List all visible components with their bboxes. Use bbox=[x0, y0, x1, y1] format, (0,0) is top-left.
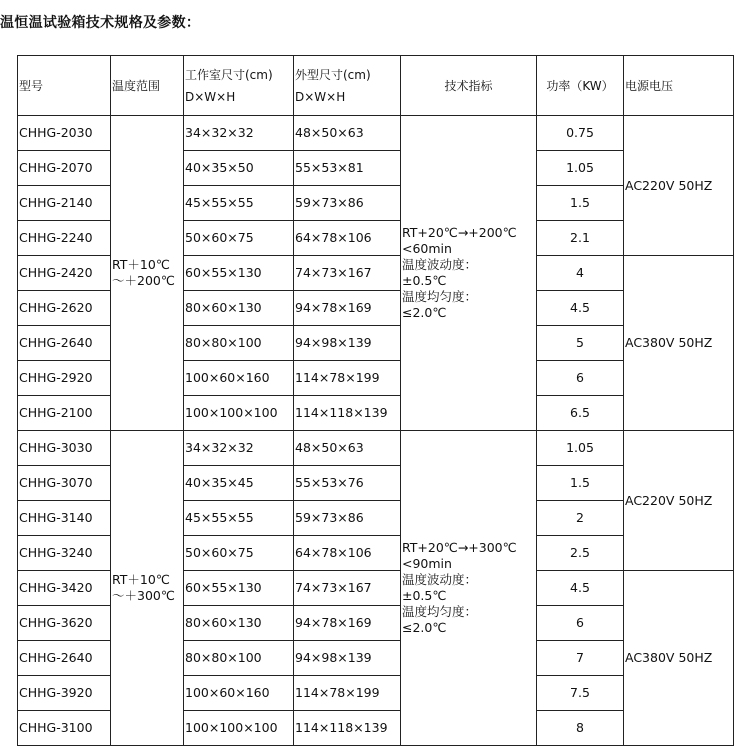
power-cell: 7 bbox=[537, 641, 624, 676]
ext-size-cell: 55×53×81 bbox=[294, 151, 401, 186]
work-size-cell: 45×55×55 bbox=[184, 186, 294, 221]
work-size-cell: 60×55×130 bbox=[184, 571, 294, 606]
ext-size-cell: 114×118×139 bbox=[294, 396, 401, 431]
tech-line: ±0.5℃ bbox=[402, 273, 447, 288]
ext-size-cell: 94×78×169 bbox=[294, 291, 401, 326]
ext-size-cell: 74×73×167 bbox=[294, 571, 401, 606]
table-row bbox=[18, 116, 734, 151]
ext-size-cell: 48×50×63 bbox=[294, 116, 401, 151]
temp-range-line: ～＋300℃ bbox=[112, 588, 175, 603]
tech-line: 温度均匀度： bbox=[402, 604, 478, 619]
table-row bbox=[18, 431, 734, 466]
power-cell: 5 bbox=[537, 326, 624, 361]
work-size-cell: 50×60×75 bbox=[184, 221, 294, 256]
header-tech: 技术指标 bbox=[401, 56, 537, 116]
tech-line: 温度波动度： bbox=[402, 572, 478, 587]
power-cell: 1.05 bbox=[537, 431, 624, 466]
power-cell: 2 bbox=[537, 501, 624, 536]
model-cell: CHHG-2620 bbox=[18, 291, 111, 326]
model-cell: CHHG-3620 bbox=[18, 606, 111, 641]
model-cell: CHHG-3100 bbox=[18, 711, 111, 746]
header-ext-size bbox=[294, 56, 401, 116]
power-cell: 1.5 bbox=[537, 466, 624, 501]
tech-cell bbox=[401, 431, 537, 746]
power-cell: 4.5 bbox=[537, 571, 624, 606]
model-cell: CHHG-3070 bbox=[18, 466, 111, 501]
ext-size-cell: 64×78×106 bbox=[294, 536, 401, 571]
power-cell: 4.5 bbox=[537, 291, 624, 326]
temp-range-cell bbox=[111, 116, 184, 431]
power-cell: 7.5 bbox=[537, 676, 624, 711]
ext-size-cell: 55×53×76 bbox=[294, 466, 401, 501]
work-size-cell: 80×60×130 bbox=[184, 606, 294, 641]
tech-line: RT+20℃→+300℃ bbox=[402, 540, 517, 555]
tech-line: RT+20℃→+200℃ bbox=[402, 225, 517, 240]
ext-size-cell: 59×73×86 bbox=[294, 186, 401, 221]
tech-line: 温度均匀度： bbox=[402, 289, 478, 304]
temp-range-line: ～＋200℃ bbox=[112, 273, 175, 288]
power-cell: 8 bbox=[537, 711, 624, 746]
tech-line: ≤2.0℃ bbox=[402, 305, 447, 320]
header-model: 型号 bbox=[18, 56, 111, 116]
tech-line: ≤2.0℃ bbox=[402, 620, 447, 635]
work-size-cell: 34×32×32 bbox=[184, 116, 294, 151]
power-cell: 1.05 bbox=[537, 151, 624, 186]
work-size-cell: 100×100×100 bbox=[184, 711, 294, 746]
model-cell: CHHG-3240 bbox=[18, 536, 111, 571]
ext-size-cell: 114×118×139 bbox=[294, 711, 401, 746]
voltage-cell: AC220V 50HZ bbox=[624, 431, 734, 571]
power-cell: 4 bbox=[537, 256, 624, 291]
ext-size-cell: 114×78×199 bbox=[294, 676, 401, 711]
work-size-cell: 80×60×130 bbox=[184, 291, 294, 326]
header-row bbox=[18, 56, 734, 116]
tech-line: <90min bbox=[402, 556, 452, 571]
model-cell: CHHG-2070 bbox=[18, 151, 111, 186]
model-cell: CHHG-2240 bbox=[18, 221, 111, 256]
ext-size-cell: 59×73×86 bbox=[294, 501, 401, 536]
page-title: 温恒温试验箱技术规格及参数： bbox=[0, 15, 201, 31]
work-size-cell: 100×60×160 bbox=[184, 676, 294, 711]
work-size-cell: 80×80×100 bbox=[184, 326, 294, 361]
spec-table bbox=[17, 55, 734, 746]
ext-size-cell: 48×50×63 bbox=[294, 431, 401, 466]
header-work-size-label: 工作室尺寸(cm) bbox=[185, 67, 273, 82]
power-cell: 0.75 bbox=[537, 116, 624, 151]
ext-size-cell: 74×73×167 bbox=[294, 256, 401, 291]
model-cell: CHHG-2420 bbox=[18, 256, 111, 291]
temp-range-line: RT＋10℃ bbox=[112, 572, 170, 587]
model-cell: CHHG-2920 bbox=[18, 361, 111, 396]
ext-size-cell: 94×98×139 bbox=[294, 641, 401, 676]
header-power: 功率（KW） bbox=[537, 56, 624, 116]
power-cell: 6 bbox=[537, 361, 624, 396]
model-cell: CHHG-3420 bbox=[18, 571, 111, 606]
header-voltage: 电源电压 bbox=[624, 56, 734, 116]
work-size-cell: 60×55×130 bbox=[184, 256, 294, 291]
tech-line: ±0.5℃ bbox=[402, 588, 447, 603]
ext-size-cell: 114×78×199 bbox=[294, 361, 401, 396]
header-temp-range: 温度范围 bbox=[111, 56, 184, 116]
model-cell: CHHG-2640 bbox=[18, 326, 111, 361]
work-size-cell: 40×35×50 bbox=[184, 151, 294, 186]
power-cell: 1.5 bbox=[537, 186, 624, 221]
model-cell: CHHG-3920 bbox=[18, 676, 111, 711]
tech-cell bbox=[401, 116, 537, 431]
model-cell: CHHG-2140 bbox=[18, 186, 111, 221]
work-size-cell: 40×35×45 bbox=[184, 466, 294, 501]
power-cell: 6 bbox=[537, 606, 624, 641]
model-cell: CHHG-2100 bbox=[18, 396, 111, 431]
header-ext-size-label: 外型尺寸(cm) bbox=[295, 67, 371, 82]
work-size-cell: 80×80×100 bbox=[184, 641, 294, 676]
power-cell: 2.1 bbox=[537, 221, 624, 256]
power-cell: 2.5 bbox=[537, 536, 624, 571]
temp-range-cell bbox=[111, 431, 184, 746]
voltage-cell: AC220V 50HZ bbox=[624, 116, 734, 256]
voltage-cell: AC380V 50HZ bbox=[624, 571, 734, 746]
header-ext-size-unit: D×W×H bbox=[295, 89, 346, 104]
ext-size-cell: 64×78×106 bbox=[294, 221, 401, 256]
model-cell: CHHG-2030 bbox=[18, 116, 111, 151]
ext-size-cell: 94×78×169 bbox=[294, 606, 401, 641]
work-size-cell: 100×60×160 bbox=[184, 361, 294, 396]
ext-size-cell: 94×98×139 bbox=[294, 326, 401, 361]
work-size-cell: 50×60×75 bbox=[184, 536, 294, 571]
temp-range-line: RT＋10℃ bbox=[112, 257, 170, 272]
model-cell: CHHG-3030 bbox=[18, 431, 111, 466]
voltage-cell: AC380V 50HZ bbox=[624, 256, 734, 431]
power-cell: 6.5 bbox=[537, 396, 624, 431]
work-size-cell: 100×100×100 bbox=[184, 396, 294, 431]
model-cell: CHHG-3140 bbox=[18, 501, 111, 536]
work-size-cell: 45×55×55 bbox=[184, 501, 294, 536]
tech-line: <60min bbox=[402, 241, 452, 256]
model-cell: CHHG-2640 bbox=[18, 641, 111, 676]
header-work-size-unit: D×W×H bbox=[185, 89, 236, 104]
header-work-size bbox=[184, 56, 294, 116]
work-size-cell: 34×32×32 bbox=[184, 431, 294, 466]
tech-line: 温度波动度： bbox=[402, 257, 478, 272]
